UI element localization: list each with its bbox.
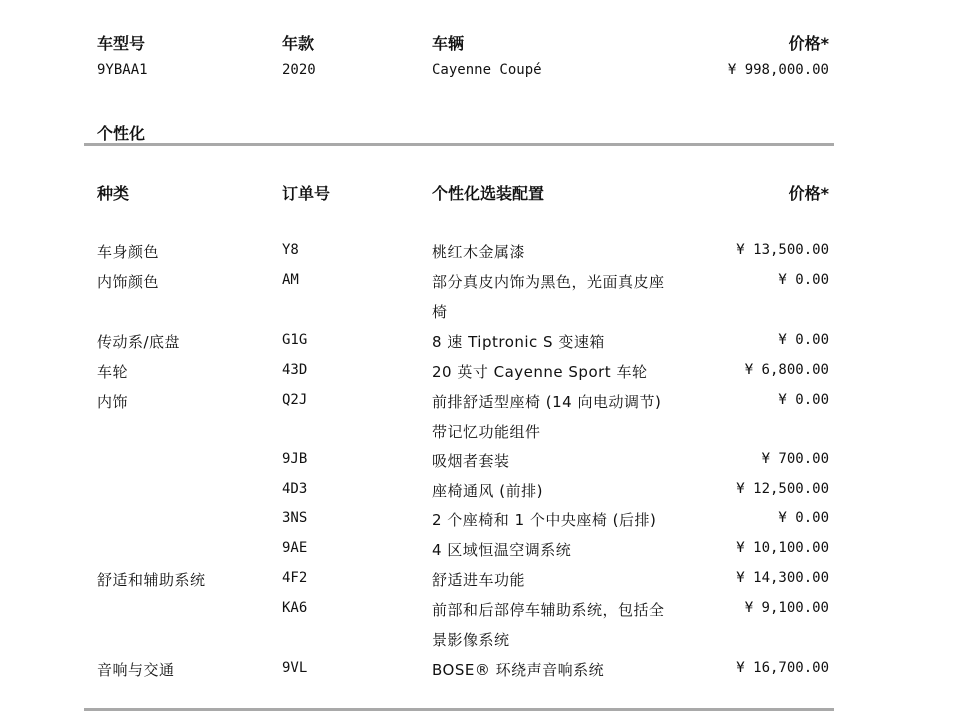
- row-desc: 吸烟者套装: [432, 452, 510, 470]
- row-code: 43D: [282, 362, 308, 378]
- header-year: 年款: [282, 34, 315, 53]
- row-desc: 前部和后部停车辅助系统，包括全: [432, 601, 665, 619]
- row-price: ¥ 12,500.00: [736, 481, 829, 497]
- row-desc: 桃红木金属漆: [432, 243, 526, 261]
- header-category: 种类: [97, 184, 130, 203]
- row-category: 内饰: [97, 393, 129, 411]
- header-price: 价格*: [788, 34, 829, 53]
- row-category: 车身颜色: [97, 243, 160, 261]
- header-model-code: 车型号: [97, 34, 146, 53]
- row-price: ¥ 0.00: [778, 332, 829, 348]
- header-order-no: 订单号: [282, 184, 331, 203]
- row-price: ¥ 0.00: [778, 510, 829, 526]
- row-price: ¥ 0.00: [778, 272, 829, 288]
- row-price: ¥ 13,500.00: [736, 242, 829, 258]
- row-desc-cont: 椅: [432, 303, 448, 321]
- row-desc: 部分真皮内饰为黑色，光面真皮座: [432, 273, 665, 291]
- row-desc: 座椅通风 (前排): [432, 482, 543, 500]
- row-category: 音响与交通: [97, 661, 175, 679]
- row-code: KA6: [282, 600, 308, 616]
- row-price: ¥ 700.00: [761, 451, 829, 467]
- row-desc: 20 英寸 Cayenne Sport 车轮: [432, 363, 648, 381]
- vehicle-name: Cayenne Coupé: [432, 62, 542, 78]
- section-divider: [84, 143, 834, 146]
- row-code: Y8: [282, 242, 299, 258]
- row-code: 9JB: [282, 451, 308, 467]
- row-price: ¥ 16,700.00: [736, 660, 829, 676]
- row-code: Q2J: [282, 392, 308, 408]
- row-code: 3NS: [282, 510, 308, 526]
- row-price: ¥ 14,300.00: [736, 570, 829, 586]
- row-category: 舒适和辅助系统: [97, 571, 206, 589]
- row-category: 传动系/底盘: [97, 333, 181, 351]
- row-code: 9AE: [282, 540, 308, 556]
- row-desc-cont: 景影像系统: [432, 631, 510, 649]
- row-category: 内饰颜色: [97, 273, 160, 291]
- row-code: AM: [282, 272, 299, 288]
- vehicle-year: 2020: [282, 62, 316, 78]
- row-category: 车轮: [97, 363, 129, 381]
- row-price: ¥ 10,100.00: [736, 540, 829, 556]
- bottom-divider: [84, 708, 834, 711]
- header-vehicle: 车辆: [432, 34, 465, 53]
- vehicle-model-code: 9YBAA1: [97, 62, 148, 78]
- section-title: 个性化: [97, 124, 146, 143]
- row-desc: 4 区域恒温空调系统: [432, 541, 572, 559]
- row-desc: 舒适进车功能: [432, 571, 526, 589]
- header-config: 个性化选装配置: [432, 184, 545, 203]
- row-code: 4D3: [282, 481, 308, 497]
- row-code: 4F2: [282, 570, 308, 586]
- row-code: G1G: [282, 332, 308, 348]
- header-option-price: 价格*: [788, 184, 829, 203]
- row-desc: 8 速 Tiptronic S 变速箱: [432, 333, 605, 351]
- row-desc: BOSE® 环绕声音响系统: [432, 661, 605, 679]
- row-desc: 2 个座椅和 1 个中央座椅 (后排): [432, 511, 657, 529]
- row-price: ¥ 0.00: [778, 392, 829, 408]
- row-desc-cont: 带记忆功能组件: [432, 423, 541, 441]
- vehicle-price: ¥ 998,000.00: [727, 62, 829, 78]
- row-price: ¥ 6,800.00: [744, 362, 829, 378]
- row-code: 9VL: [282, 660, 308, 676]
- row-price: ¥ 9,100.00: [744, 600, 829, 616]
- row-desc: 前排舒适型座椅 (14 向电动调节): [432, 393, 662, 411]
